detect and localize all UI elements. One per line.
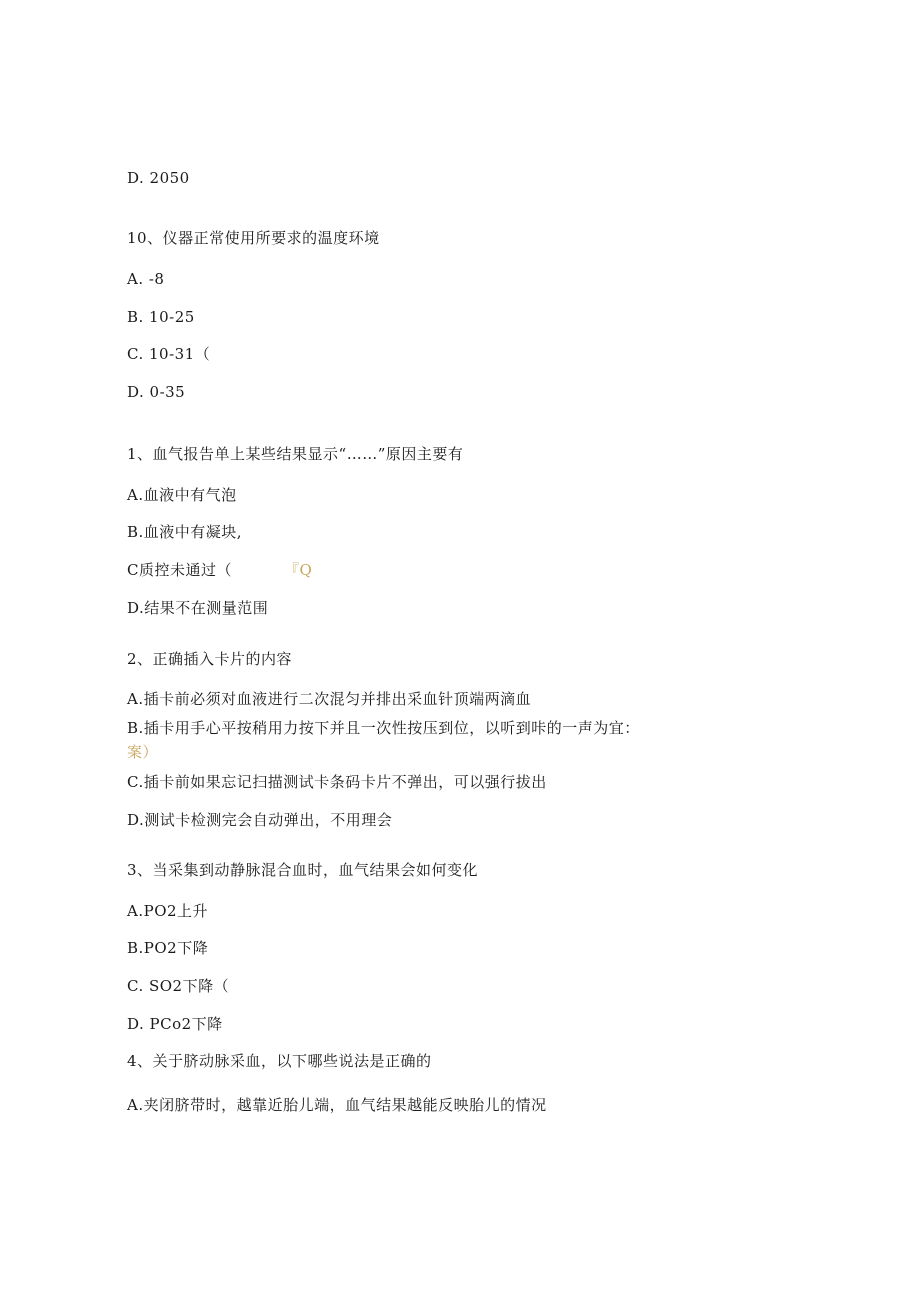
question-1-option-c-mark: 『Q: [283, 561, 313, 579]
question-2-option-b-continuation: 案）: [127, 743, 159, 761]
question-2-stem: 2、正确插入卡片的内容: [127, 650, 293, 668]
question-2-option-c: C.插卡前如果忘记扫描测试卡条码卡片不弹出，可以强行拔出: [127, 773, 547, 791]
question-3-stem: 3、当采集到动静脉混合血时，血气结果会如何变化: [127, 861, 479, 879]
question-1-option-c-text: C质控未通过（: [127, 561, 232, 579]
question-10-option-c: C. 10-31（: [127, 345, 211, 363]
prev-question-option-d: D. 2050: [127, 169, 190, 187]
question-1-option-c: [127, 561, 312, 579]
question-2-option-d: D.测试卡检测完会自动弹出，不用理会: [127, 811, 393, 829]
question-3-option-a: A.PO2上升: [127, 902, 209, 920]
question-1-option-a: A.血液中有气泡: [127, 486, 237, 504]
question-10-option-b: B. 10-25: [127, 308, 195, 326]
question-1-option-d: D.结果不在测量范围: [127, 599, 269, 617]
question-3-option-b: B.PO2下降: [127, 939, 209, 957]
question-2-option-a: A.插卡前必须对血液进行二次混匀并排出采血针顶端两滴血: [127, 690, 532, 708]
question-10-stem: 10、仪器正常使用所要求的温度环境: [127, 229, 380, 247]
question-4-stem: 4、关于脐动脉采血，以下哪些说法是正确的: [127, 1052, 432, 1070]
question-1-stem: 1、血气报告单上某些结果显示“……”原因主要有: [127, 445, 464, 463]
question-10-option-a: A. -8: [127, 270, 165, 288]
question-2-option-b: B.插卡用手心平按稍用力按下并且一次性按压到位，以听到咔的一声为宜：: [127, 719, 640, 737]
question-1-option-b: B.血液中有凝块,: [127, 523, 243, 541]
question-10-option-d: D. 0-35: [127, 383, 186, 401]
question-3-option-d: D. PCo2下降: [127, 1015, 223, 1033]
question-4-option-a: A.夹闭脐带时，越靠近胎儿端，血气结果越能反映胎儿的情况: [127, 1096, 547, 1114]
question-3-option-c: C. SO2下降（: [127, 977, 230, 995]
